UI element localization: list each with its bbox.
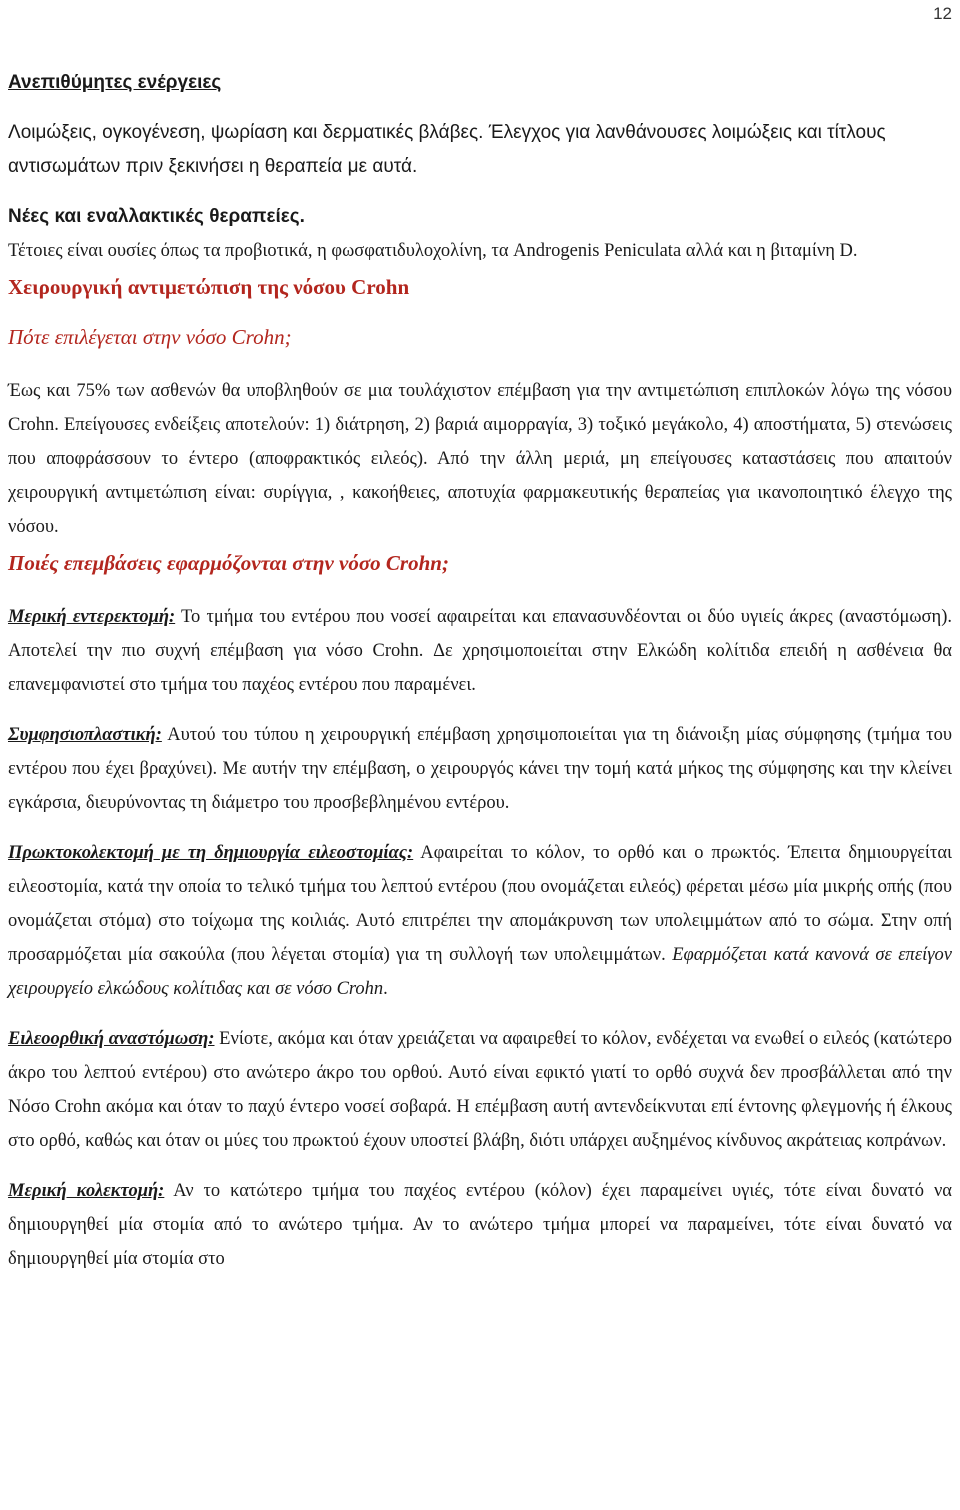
procedure-text: Αυτού του τύπου η χειρουργική επέμβαση χρησιμοποιείται για τη διάνοιξη μίας σύμφησης (τμήμα του εντέρου που έχει βραχύνει). Με αυτήν την επέμβαση, ο χειρουργός κάνει την τομή κατά μήκος της σύμφησης και την κλείνει εγκάρσια, διευρύνοντας τη διάμετρο του προσβεβλημένου εντέρου. [8, 725, 952, 813]
procedure-label: Συμφησιοπλαστική: [8, 725, 162, 745]
procedure-ileorectal-anastomosis [8, 1022, 952, 1158]
procedure-italic-text: Εφαρμόζεται κατά κανονά σε επείγον χειρουργείο ελκώδους κολίτιδας και σε νόσο Crohn [8, 945, 952, 999]
procedure-label: Μερική εντερεκτομή: [8, 607, 176, 627]
procedure-label: Ειλεοορθική αναστόμωση: [8, 1029, 215, 1049]
procedure-partial-enterectomy [8, 600, 952, 702]
procedure-text: Ενίοτε, ακόμα και όταν χρειάζεται να αφαιρεθεί το κόλον, ενδέχεται να ενωθεί ο ειλεός (κατώτερο άκρο του λεπτού εντέρου) στο ανώτερο άκρο του ορθού. Αυτό είναι εφικτό γιατί το ορθό συχνά δεν προσβάλλεται από την Νόσο Crohn ακόμα και όταν το παχύ έντερο νοσεί σοβαρά. Η επέμβαση αυτή αντενδείκνυται επί έντονης φλεγμονής ή έλκους στο ορθό, καθώς και όταν οι μύες του πρωκτού έχουν υποστεί βλάβη, διότι υπάρχει αυξημένος κίνδυνος ακράτειας κοπράνων. [8, 1029, 952, 1151]
page-number: 12 [933, 4, 952, 23]
new-therapies-text: Τέτοιες είναι ουσίες όπως τα προβιοτικά, η φωσφατιδυλοχολίνη, τα Androgenis Peniculata αλλά και η βιταμίνη D. [8, 241, 858, 261]
procedure-strictureplasty [8, 718, 952, 820]
procedure-partial-colectomy [8, 1174, 952, 1276]
document-body [8, 66, 952, 1276]
procedure-proctocolectomy [8, 836, 952, 1006]
side-effects-text: Λοιμώξεις, ογκογένεση, ψωρίαση και δερματικές βλάβες. Έλεγχος για λανθάνουσες λοιμώξεις και τίτλους αντισωμάτων πριν ξεκινήσει η θεραπεία με αυτά. [8, 122, 886, 177]
procedure-text: Αφαιρείται το κόλον, το ορθό και ο πρωκτός. Έπειτα δημιουργείται ειλεοστομία, κατά την οποία το τελικό τμήμα του λεπτού εντέρου (που ονομάζεται ειλεός) φέρεται μέσω μία μικρής οπής (που ονομάζεται στόμα) στο τοίχωμα της κοιλιάς. Αυτό επιτρέπει την απομάκρυνση των υπολειμμάτων από το σώμα. Στην οπή προσαρμόζεται μία σακούλα (που λέγεται στομία) για τη συλλογή των υπολειμμάτων. [8, 843, 952, 965]
procedure-text: Αν το κατώτερο τμήμα του παχέος εντέρου (κόλον) έχει παραμείνει υγιές, τότε είναι δυνατό να δημιουργηθεί μία στομία από το ανώτερο τμήμα. Αν το ανώτερο τμήμα μπορεί να παραμείνει, τότε είναι δυνατό να δημιουργηθεί μία στομία στο [8, 1181, 952, 1269]
new-therapies-heading: Νέες και εναλλακτικές θεραπείες. [8, 206, 305, 227]
surgery-title: Χειρουργική αντιμετώπιση της νόσου Crohn [8, 275, 410, 299]
surgery-when-heading: Πότε επιλέγεται στην νόσο Crohn; [8, 325, 292, 349]
procedure-label: Μερική κολεκτομή: [8, 1181, 165, 1201]
side-effects-heading: Ανεπιθύμητες ενέργειες [8, 72, 222, 93]
surgery-when-text: Έως και 75% των ασθενών θα υποβληθούν σε μια τουλάχιστον επέμβαση για την αντιμετώπιση επιπλοκών λόγω της νόσου Crohn. Επείγουσες ενδείξεις αποτελούν: 1) διάτρηση, 2) βαριά αιμορραγία, 3) τοξικό μεγάκολο, 4) αποστήματα, 5) στενώσεις που αποφράσσουν το έντερο (αποφρακτικός ειλεός). Από την άλλη μεριά, μη επείγουσες καταστάσεις που απαιτούν χειρουργική αντιμετώπιση είναι: συρίγγια, , κακοήθειες, αποτυχία φαρμακευτικής θεραπείας για ικανοποιητικό έλεγχο της νόσου. [8, 381, 952, 537]
procedure-label: Πρωκτοκολεκτομή με τη δημιουργία ειλεοστομίας: [8, 843, 414, 863]
surgery-which-heading: Ποιές επεμβάσεις εφαρμόζονται στην νόσο Crohn; [8, 551, 449, 575]
procedure-text: Το τμήμα του εντέρου που νοσεί αφαιρείται και επανασυνδέονται οι δύο υγιείς άκρες (αναστόμωση). Αποτελεί την πιο συχνή επέμβαση για νόσο Crohn. Δε χρησιμοποιείται στην Ελκώδη κολίτιδα επειδή η ασθένεια θα επανεμφανιστεί στο τμήμα του παχέος εντέρου που παραμένει. [8, 607, 952, 695]
procedure-end-text: . [383, 979, 388, 999]
